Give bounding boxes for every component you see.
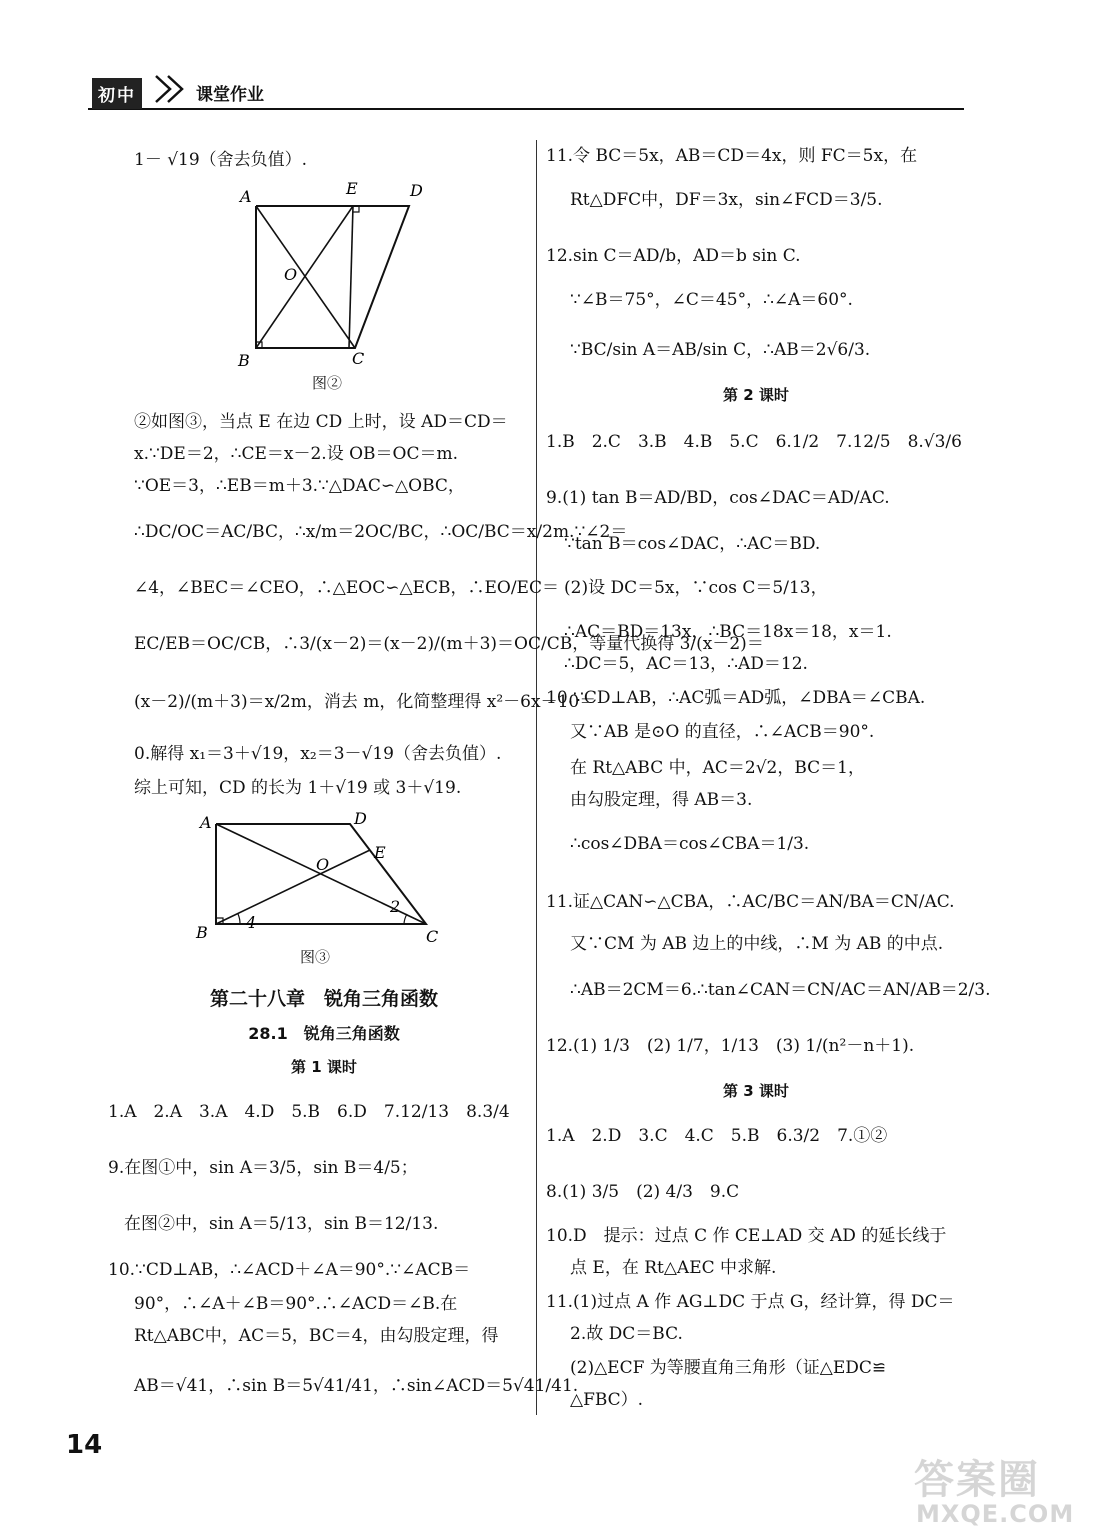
answer-line: 0.解得 x₁＝3＋√19，x₂＝3－√19（舍去负值）.: [134, 744, 502, 764]
answer-line: 10.∵CD⊥AB，∴AC弧＝AD弧，∠DBA＝∠CBA.: [546, 688, 926, 708]
answer-line: ∠4，∠BEC＝∠CEO，∴△EOC∽△ECB，∴EO/EC＝: [134, 578, 559, 598]
answer-line: ②如图③，当点 E 在边 CD 上时，设 AD＝CD＝: [134, 412, 508, 432]
fig3-label: B: [196, 923, 208, 942]
fig3-label: E: [374, 843, 386, 862]
answer-line: 10.∵CD⊥AB，∴∠ACD＋∠A＝90°.∵∠ACB＝: [108, 1260, 471, 1280]
answer-line: 10.D 提示：过点 C 作 CE⊥AD 交 AD 的延长线于: [546, 1226, 947, 1246]
answer-line: 由勾股定理，得 AB＝3.: [570, 790, 753, 810]
page-header: [88, 72, 964, 110]
answer-line: EC/EB＝OC/CB，∴3/(x－2)＝(x－2)/(m＋3)＝OC/CB，等量代换得 3/(x－2)＝: [134, 634, 764, 654]
fig2-label: O: [284, 265, 298, 284]
answer-line: 8.(1) 3/5 (2) 4/3 9.C: [546, 1182, 740, 1202]
watermark-url: MXQE.COM: [916, 1500, 1075, 1528]
fig2-line: [349, 206, 353, 348]
answer-line: 11.(1)过点 A 作 AG⊥DC 于点 G，经计算，得 DC＝: [546, 1292, 955, 1312]
fig3-label: O: [316, 855, 330, 874]
figure-3: [190, 806, 450, 946]
figure-caption: 图②: [312, 374, 343, 392]
watermark: [908, 1448, 1090, 1534]
chapter-title: 第二十八章 锐角三角函数: [209, 988, 438, 1010]
answer-line: 又∵CM 为 AB 边上的中线，∴M 为 AB 的中点.: [570, 934, 944, 954]
answer-line: 综上可知，CD 的长为 1＋√19 或 3＋√19.: [134, 778, 462, 798]
answer-line: 又∵AB 是⊙O 的直径，∴∠ACB＝90°.: [570, 722, 875, 742]
fig2-label: E: [346, 179, 358, 198]
answer-line: 11.证△CAN∽△CBA，∴AC/BC＝AN/BA＝CN/AC.: [546, 892, 955, 912]
lesson-title: 第 3 课时: [723, 1082, 789, 1100]
answer-line: 1－ √19（舍去负值）.: [134, 150, 308, 170]
answer-line: ∴AB＝2CM＝6.∴tan∠CAN＝CN/AC＝AN/AB＝2/3.: [570, 980, 991, 1000]
column-divider: [536, 140, 537, 1415]
lesson-title: 第 1 课时: [291, 1058, 357, 1076]
fig3-label: A: [200, 813, 212, 832]
double-chevron-icon: [152, 72, 192, 106]
answer-line: ∵BC/sin A＝AB/sin C，∴AB＝2√6/3.: [570, 340, 871, 360]
header-level-tag: 初中: [92, 78, 142, 109]
lesson-title: 第 2 课时: [723, 386, 789, 404]
fig2-label: C: [352, 349, 365, 368]
fig3-label: 4: [246, 913, 257, 932]
answer-line: 12.sin C＝AD/b，AD＝b sin C.: [546, 246, 801, 266]
answer-line: 1.A 2.D 3.C 4.C 5.B 6.3/2 7.①②: [546, 1126, 888, 1146]
answer-line: (2)设 DC＝5x，∵cos C＝5/13，: [564, 578, 828, 598]
fig2-label: D: [410, 181, 423, 200]
figure-caption: 图③: [300, 948, 331, 966]
answer-line: ∴DC/OC＝AC/BC，∴x/m＝2OC/BC，∴OC/BC＝x/2m.∵∠2＝: [134, 522, 628, 542]
answer-line: ∴DC＝5，AC＝13，∴AD＝12.: [564, 654, 808, 674]
answer-line: 点 E，在 Rt△AEC 中求解.: [570, 1258, 777, 1278]
answer-line: 在 Rt△ABC 中，AC＝2√2，BC＝1，: [570, 758, 865, 778]
answer-line: Rt△DFC中，DF＝3x，sin∠FCD＝3/5.: [570, 190, 883, 210]
answer-line: 1.A 2.A 3.A 4.D 5.B 6.D 7.12/13 8.3/4: [108, 1102, 510, 1122]
answer-line: ∵∠B＝75°，∠C＝45°，∴∠A＝60°.: [570, 290, 853, 310]
answer-line: Rt△ABC中，AC＝5，BC＝4，由勾股定理，得: [134, 1326, 499, 1346]
answer-line: 在图②中，sin A＝5/13，sin B＝12/13.: [124, 1214, 439, 1234]
answer-line: 9.在图①中，sin A＝3/5，sin B＝4/5；: [108, 1158, 418, 1178]
answer-line: △FBC）.: [570, 1390, 644, 1410]
answer-line: (2)△ECF 为等腰直角三角形（证△EDC≌: [570, 1358, 887, 1378]
fig2-label: A: [240, 187, 252, 206]
answer-line: 2.故 DC＝BC.: [570, 1324, 683, 1344]
answer-line: ∵tan B＝cos∠DAC，∴AC＝BD.: [564, 534, 821, 554]
answer-line: (x－2)/(m＋3)＝x/2m，消去 m，化简整理得 x²－6x－10＝: [134, 692, 597, 712]
answer-line: ∴cos∠DBA＝cos∠CBA＝1/3.: [570, 834, 810, 854]
watermark-text: 答案圈: [914, 1457, 1040, 1503]
fig3-label: D: [354, 809, 367, 828]
header-title: 课堂作业: [196, 85, 264, 105]
answer-line: 90°，∴∠A＋∠B＝90°.∴∠ACD＝∠B.在: [134, 1294, 458, 1314]
answer-line: 12.(1) 1/3 (2) 1/7，1/13 (3) 1/(n²－n＋1).: [546, 1036, 915, 1056]
answer-line: ∵OE＝3，∴EB＝m＋3.∵△DAC∽△OBC，: [134, 476, 465, 496]
page-number: 14: [66, 1430, 103, 1460]
fig2-label: B: [238, 351, 250, 370]
answer-line: x.∵DE＝2，∴CE＝x－2.设 OB＝OC＝m.: [134, 444, 459, 464]
section-title: 28.1 锐角三角函数: [248, 1024, 400, 1043]
answer-line: 11.令 BC＝5x，AB＝CD＝4x，则 FC＝5x，在: [546, 146, 918, 166]
answer-line: ∴AC＝BD＝13x，∴BC＝18x＝18，x＝1.: [564, 622, 892, 642]
fig3-label: C: [426, 927, 439, 946]
answer-line: 9.(1) tan B＝AD/BD，cos∠DAC＝AD/AC.: [546, 488, 890, 508]
figure-2: [232, 178, 432, 378]
fig3-label: 2: [390, 897, 401, 916]
answer-line: AB＝√41，∴sin B＝5√41/41，∴sin∠ACD＝5√41/41.: [134, 1376, 579, 1396]
answer-line: 1.B 2.C 3.B 4.B 5.C 6.1/2 7.12/5 8.√3/6: [546, 432, 962, 452]
